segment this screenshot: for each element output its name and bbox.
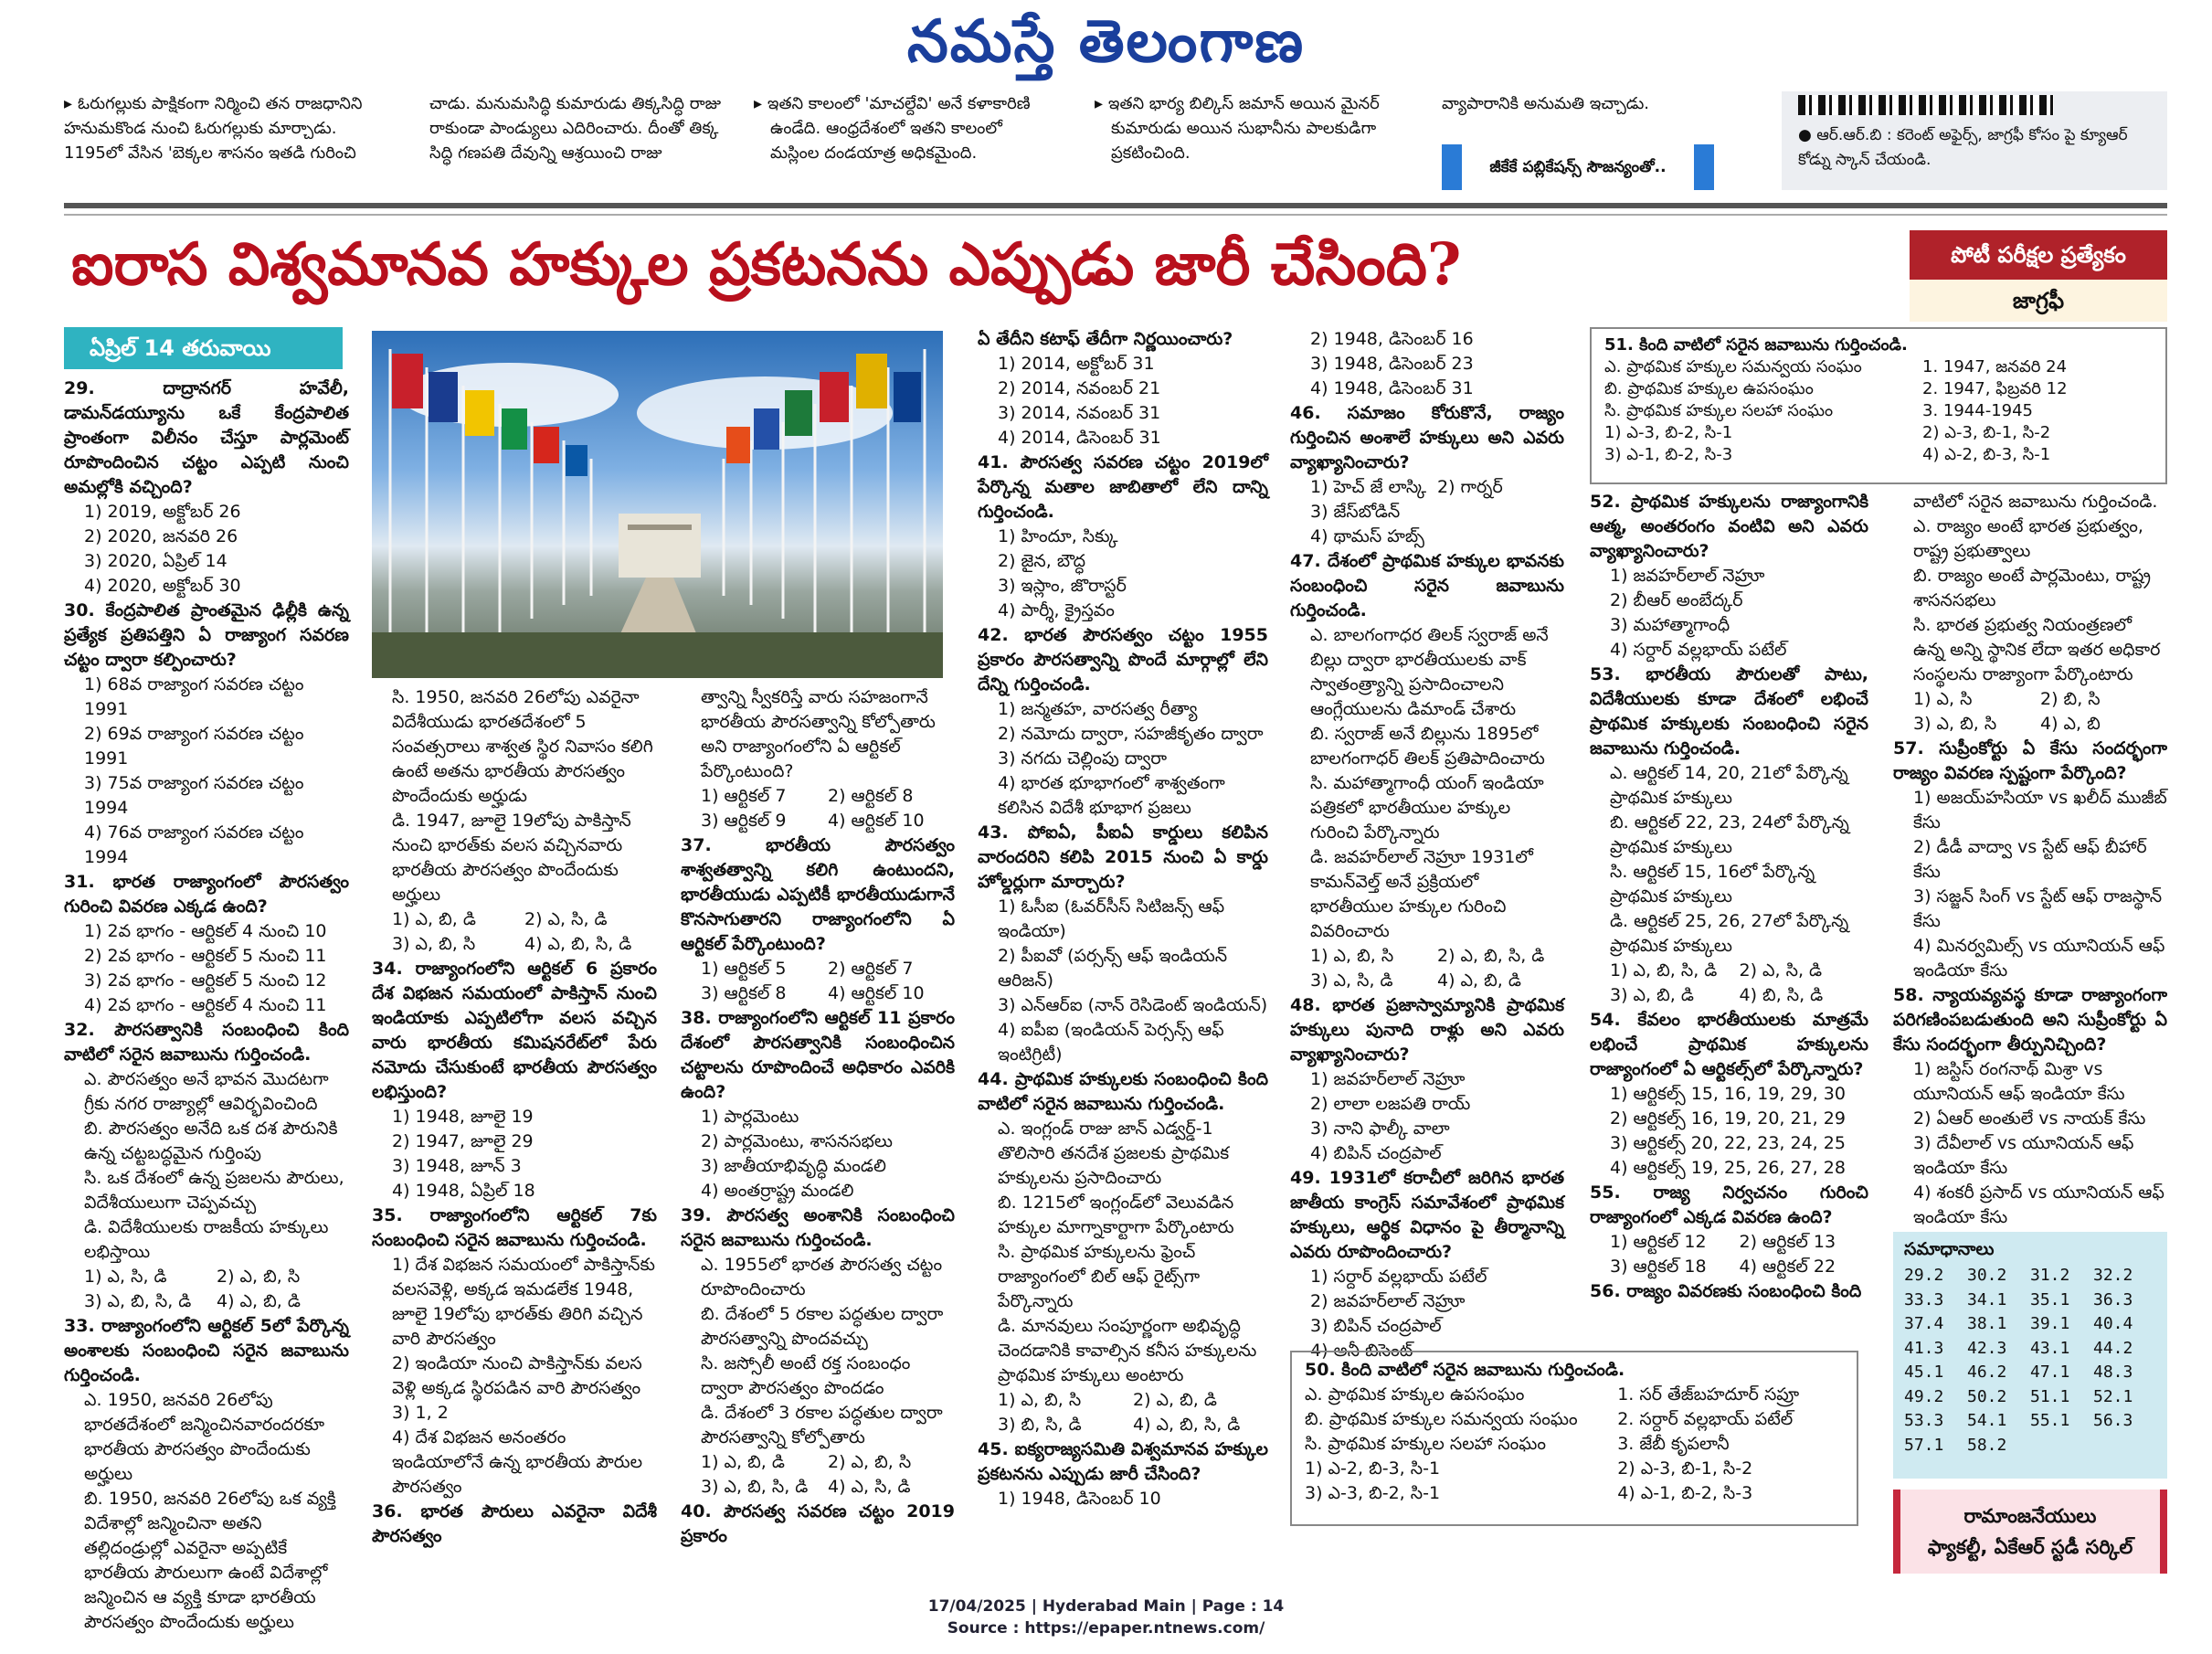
answer-item: 53.3: [1904, 1411, 1944, 1430]
answer-item: 48.3: [2093, 1362, 2133, 1382]
subject-tag: జాగ్రఫీ: [1910, 280, 2167, 322]
strip-column-3: ▸ ఇతని కాలంలో 'మాచల్దేవి' అనే కళాకారిణి ఉండేది. ఆంధ్రదేశంలో ఇతని కాలంలో మస్లింల దండయాత్ర అధికమైంది.: [754, 94, 1031, 163]
answer-item: 34.1: [1967, 1289, 2007, 1309]
answer-item: 50.2: [1967, 1386, 2007, 1406]
question-54: 54. కేవలం భారతీయులకు మాత్రమే లభించే ప్రాథమిక హక్కులను రాజ్యాంగంలో ఏ ఆర్టికల్స్‌లో పేర్కొన్నారు? 1) ఆర్టికల్స్ 15, 16, 19, 29, 30 2) ఆర్టికల్స్ 16, 19, 20, 21, 29 3) ఆర్టికల్స్ 20, 22, 23, 24, 25 4) ఆర్టికల్స్ 19, 25, 26, 27, 28: [1590, 1010, 1868, 1178]
answer-item: 46.2: [1967, 1362, 2007, 1382]
answer-item: 43.1: [2030, 1338, 2070, 1358]
answer-item: 35.1: [2030, 1289, 2070, 1309]
answer-item: 58.2: [1967, 1435, 2007, 1455]
masthead-logo: నమస్తే తెలంగాణ: [906, 7, 1306, 76]
strip-column-5: వ్యాపారానికి అనుమతి ఇచ్చాడు.: [1442, 94, 1650, 113]
answer-item: 55.1: [2030, 1411, 2070, 1430]
answer-item: 54.1: [1967, 1411, 2007, 1430]
answer-item: 33.3: [1904, 1289, 1944, 1309]
question-49: 49. 1931లో కరాచీలో జరిగిన భారత జాతీయ కాంగ్రెస్ సమావేశంలో ప్రాథమిక హక్కులు, ఆర్థిక విధానం పై తీర్మానాన్ని ఎవరు రూపొందించారు? 1) సర్దార్ వల్లభాయ్ పటేల్ 2) జవహర్‌లాల్ నెహ్రూ 3) బిపిన్ చంద్రపాల్ 4) అనీ బిసెంట్: [1290, 1168, 1564, 1361]
answer-item: 56.3: [2093, 1411, 2133, 1430]
question-31: 31. భారత రాజ్యాంగంలో పౌరసత్వం గురించి వివరణ ఎక్కడ ఉంది? 1) 2వ భాగం - ఆర్టికల్ 4 నుంచి 10 2) 2వ భాగం - ఆర్టికల్ 5 నుంచి 11 3) 2వ భాగం - ఆర్టికల్ 5 నుంచి 12 4) 2వ భాగం - ఆర్టికల్ 4 నుంచి 11: [64, 872, 349, 1015]
question-34: 34. రాజ్యాంగంలోని ఆర్టికల్ 6 ప్రకారం దేశ విభజన సమయంలో పాకిస్తాన్ నుంచి ఇండియాకు ఎప్పటిలోగా వలస వచ్చిన వారు భారతీయ కమిషనరేట్‌లో పేరు నమోదు చేసుకుంటే భారతీయ పౌరసత్వం లభిస్తుంది? 1) 1948, జూలై 19 2) 1947, జూలై 29 3) 1948, జూన్ 3 4) 1948, ఏప్రిల్ 18: [372, 959, 657, 1201]
answer-item: 31.2: [2030, 1266, 2070, 1285]
answer-item: 37.4: [1904, 1314, 1944, 1333]
courtesy-box: జీకేకే పబ్లికేషన్స్ సౌజన్యంతో..: [1442, 144, 1714, 190]
author-credit: [1893, 1490, 2167, 1574]
strip-column-2: చాడు. మనుమసిద్ధి కుమారుడు తిక్కసిద్ధి రాజు రాకుండా పాండ్యులు ఎదిరించారు. దీంతో తిక్క సిద్ధి గణపతి దేవున్ని ఆశ్రయించి రాజు: [429, 94, 722, 163]
page-headline: ఐరాస విశ్వమానవ హక్కుల ప్రకటనను ఎప్పుడు జారీ చేసింది?: [71, 230, 1462, 299]
bullet-icon: ▸: [64, 94, 73, 113]
question-33-continued: సి. 1950, జనవరి 26లోపు ఎవరైనా విదేశీయుడు భారతదేశంలో 5 సంవత్సరాలు శాశ్వత స్థిర నివాసం కలిగి ఉంటే అతను భారతీయ పౌరసత్వం పొందేందుకు అర్హుడు డి. 1947, జూలై 19లోపు పాకిస్తాన్ నుంచి భారత్‌కు వలస వచ్చినవారు భారతీయ పౌరసత్వం పొందేందుకు అర్హులు 1) ఎ, బి, డి 2) ఎ, సి, డి 3) ఎ, బి, సి 4) ఎ, బి, సి, డి: [392, 687, 653, 954]
column-1: [64, 376, 349, 1632]
question-29: 29. దాద్రానగర్ హవేలీ, డామన్‌డయ్యూను ఒకే కేంద్రపాలిత ప్రాంతంగా విలీనం చేస్తూ పార్లమెంట్ రూపొందించిన చట్టం ఎప్పటి నుంచి అమల్లోకి వచ్చింది? 1) 2019, అక్టోబర్ 26 2) 2020, జనవరి 26 3) 2020, ఏప్రిల్ 14 4) 2020, అక్టోబర్ 30: [64, 378, 349, 596]
question-47: 47. దేశంలో ప్రాథమిక హక్కుల భావనకు సంబంధించి సరైన జవాబును గుర్తించండి. ఎ. బాలగంగాధర తిలక్ స్వరాజ్ అనే బిల్లు ద్వారా భారతీయులకు వాక్ స్వాతంత్ర్యాన్ని ప్రసాదించాలని ఆంగ్లేయులను డిమాండ్ చేశారు బి. స్వరాజ్ అనే బిల్లును 1895లో బాలగంగాధర్ తిలక్ ప్రతిపాదించారు సి. మహాత్మాగాంధీ యంగ్ ఇండియా పత్రికలో భారతీయుల హక్కుల గురించి పేర్కొన్నారు డి. జవహర్‌లాల్ నెహ్రూ 1931లో కామన్‌వెల్త్ అనే ప్రక్రియలో భారతీయుల హక్కుల గురించి వివరించారు 1) ఎ, బి, సి 2) ఎ, బి, సి, డి 3) ఎ, సి, డి 4) ఎ, బి, డి: [1290, 551, 1564, 991]
question-32: 32. పౌరసత్వానికి సంబంధించి కింది వాటిలో సరైన జవాబును గుర్తించండి. ఎ. పౌరసత్వం అనే భావన మొదటగా గ్రీకు నగర రాజ్యాల్లో ఆవిర్భవించింది బి. పౌరసత్వం అనేది ఒక దశ పౌరునికి ఉన్న చట్టబద్ధమైన గుర్తింపు సి. ఒక దేశంలో ఉన్న ప్రజలను పౌరులు, విదేశీయులుగా చెప్పవచ్చు డి. విదేశీయులకు రాజకీయ హక్కులు లభిస్తాయి 1) ఎ, సి, డి 2) ఎ, బి, సి 3) ఎ, బి, సి, డి 4) ఎ, బి, డి: [64, 1020, 349, 1311]
bullet-icon: ▸: [1095, 94, 1104, 113]
section-banner: ఏప్రిల్ 14 తరువాయి: [64, 327, 343, 369]
column-5: [1290, 327, 1564, 1360]
qr-instruction: ● ఆర్.ఆర్.బి : కరెంట్ అఫైర్స్, జాగ్రఫీ కోసం పై క్యూఆర్ కోడ్ను స్కాన్ చేయండి.: [1798, 126, 2128, 169]
strip-column-1: ▸ ఓరుగల్లుకు పాక్షికంగా నిర్మించి తన రాజధానిని హనుమకొండ నుంచి ఓరుగల్లుకు మార్చాడు. 1195లో వేసిన 'బెక్కల శాసనం ఇతడి గురించి: [64, 94, 363, 163]
question-50-box: 50. కింది వాటిలో సరైన జవాబును గుర్తించండి. ఎ. ప్రాథమిక హక్కుల ఉపసంఘం 1. సర్ తేజ్‌బహదూర్ సప్రూ బి. ప్రాథమిక హక్కుల సమన్వయ సంఘం 2. సర్దార్ వల్లభాయ్ పటేల్ సి. ప్రాథమిక హక్కుల సలహా సంఘం 3. జేబీ కృపలానీ 1) ఎ-2, బి-3, సి-1 2) ఎ-3, బి-1, సి-2 3) ఎ-3, బి-2, సి-1 4) ఎ-1, బి-2, సి-3: [1290, 1351, 1858, 1526]
question-43: 43. పోఐఏ, పీఐఏ కార్డులు కలిపిన వారందరిని కలిపి 2015 నుంచి ఏ కార్డు హోల్డర్లుగా మార్చారు? 1) ఓసీఐ (ఓవర్‌సీస్ సిటిజన్స్ ఆఫ్ ఇండియా) 2) పీఐవో (పర్సన్స్ ఆఫ్ ఇండియన్ ఆరిజన్) 3) ఎన్ఆర్ఐ (నాన్ రెసిడెంట్ ఇండియన్) 4) ఐపీఐ (ఇండియన్ పెర్సన్స్ ఆఫ్ ఇంటిగ్రిటీ): [978, 822, 1268, 1065]
answer-item: 49.2: [1904, 1386, 1944, 1406]
question-41: 41. పౌరసత్వ సవరణ చట్టం 2019లో పేర్కొన్న మతాల జాబితాలో లేని దాన్ని గుర్తించండి. 1) హిందూ, సిక్కు 2) జైన, బౌద్ధ 3) ఇస్లాం, జొరాస్టర్ 4) పార్శీ, క్రైస్తవం: [978, 452, 1268, 620]
answer-item: 40.4: [2093, 1314, 2133, 1333]
question-58: 58. న్యాయవ్యవస్థ కూడా రాజ్యాంగంగా పరిగణింపబడుతుంది అని సుప్రీంకోర్టు ఏ కేసు సందర్భంగా తీర్పునిచ్చింది? 1) జస్టిస్ రంగనాథ్ మిశ్రా vs యూనియన్ ఆఫ్ ఇండియా కేసు 2) ఏఆర్ అంతులే vs నాయక్ కేసు 3) దేవీలాల్ vs యూనియన్ ఆఫ్ ఇండియా కేసు 4) శంకరీ ప్రసాద్ vs యూనియన్ ఆఫ్ ఇండియా కేసు: [1893, 985, 2167, 1227]
answer-item: 51.1: [2030, 1386, 2070, 1406]
question-39: 39. పౌరసత్వ అంశానికి సంబంధించి సరైన జవాబును గుర్తించండి. ఎ. 1955లో భారత పౌరసత్వ చట్టం రూపొందించారు బి. దేశంలో 5 రకాల పద్ధతుల ద్వారా పౌరసత్వాన్ని పొందవచ్చు సి. జస్సోలీ అంటే రక్త సంబంధం ద్వారా పౌరసత్వం పొందడం డి. దేశంలో 3 రకాల పద్ధతుల ద్వారా పౌరసత్వాన్ని కోల్పోతారు 1) ఎ, బి, డి 2) ఎ, బి, సి 3) ఎ, బి, సి, డి 4) ఎ, సి, డి: [681, 1205, 955, 1497]
question-38: 38. రాజ్యాంగంలోని ఆర్టికల్ 11 ప్రకారం దేశంలో పౌరసత్వానికి సంబంధించిన చట్టాలను రూపొందించే అధికారం ఎవరికి ఉంది? 1) పార్లమెంటు 2) పార్లమెంటు, శాసనసభలు 3) జాతీయాభివృద్ధి మండలి 4) అంతర్రాష్ట్ర మండలి: [681, 1008, 955, 1201]
question-46: 46. సమాజం కోరుకొనే, రాజ్యం గుర్తించిన అంశాలే హక్కులు అని ఎవరు వ్యాఖ్యానించారు? 1) హెచ్ జే లాస్కి 2) గార్నర్ 3) జేస్‌బోడిన్ 4) థామస్ హబ్స్: [1290, 403, 1564, 546]
column-7: [1893, 490, 2167, 1226]
question-56: 56. రాజ్యం వివరణకు సంబంధించి కింది: [1590, 1281, 1862, 1301]
footer-source-link[interactable]: Source : https://epaper.ntnews.com/: [947, 1619, 1265, 1638]
column-2: [372, 685, 657, 1546]
question-52: 52. ప్రాథమిక హక్కులను రాజ్యాంగానికి ఆత్మ, అంతరంగం వంటివి అని ఎవరు వ్యాఖ్యానించారు? 1) జవహర్‌లాల్ నెహ్రూ 2) బీఆర్ అంబేద్కర్ 3) మహాత్మాగాంధీ 4) సర్దార్ వల్లభాయ్ పటేల్: [1590, 492, 1868, 660]
question-45-continued: 2) 1948, డిసెంబర్ 16 3) 1948, డిసెంబర్ 23 4) 1948, డిసెంబర్ 31: [1310, 329, 1474, 398]
answer-item: 42.3: [1967, 1338, 2007, 1358]
question-44: 44. ప్రాథమిక హక్కులకు సంబంధించి కింది వాటిలో సరైన జవాబును గుర్తించండి. ఎ. ఇంగ్లండ్ రాజు జాన్ ఎడ్వర్డ్-1 తొలిసారి తనదేశ ప్రజలకు ప్రాథమిక హక్కులను ప్రసాదించారు బి. 1215లో ఇంగ్లండ్‌లో వెలువడిన హక్కుల మాగ్నాకార్టాగా పేర్కొంటారు సి. ప్రాథమిక హక్కులను ఫ్రెంచ్ రాజ్యాంగంలో బిల్ ఆఫ్ రైట్స్‌గా పేర్కొన్నారు డి. మానవులు సంపూర్ణంగా అభివృద్ధి చెందడానికి కావాల్సిన కనీస హక్కులను ప్రాథమిక హక్కులు అంటారు 1) ఎ, బి, సి 2) ఎ, బి, డి 3) బి, సి, డి 4) ఎ, బి, సి, డి: [978, 1069, 1268, 1435]
question-48: 48. భారత ప్రజాస్వామ్యానికి ప్రాథమిక హక్కులు పునాది రాళ్లు అని ఎవరు వ్యాఖ్యానించారు? 1) జవహర్‌లాల్ నెహ్రూ 2) లాలా లజపతి రాయ్ 3) నాని ఫాల్కీ వాలా 4) బిపిన్ చంద్రపాల్: [1290, 995, 1564, 1163]
qr-code-icon[interactable]: [1798, 95, 2054, 115]
answer-key-title: సమాధానాలు: [1904, 1239, 1995, 1259]
question-45: 45. ఐక్యరాజ్యసమితి విశ్వమానవ హక్కుల ప్రకటనను ఎప్పుడు జారీ చేసింది? 1) 1948, డిసెంబర్ 10: [978, 1439, 1268, 1509]
answer-item: 52.1: [2093, 1386, 2133, 1406]
answer-item: 38.1: [1967, 1314, 2007, 1333]
answer-item: 39.1: [2030, 1314, 2070, 1333]
special-tag: పోటీ పరీక్షల ప్రత్యేకం: [1910, 230, 2167, 280]
question-56-continued: వాటిలో సరైన జవాబును గుర్తించండి. ఎ. రాజ్యం అంటే భారత ప్రభుత్వం, రాష్ట్ర ప్రభుత్వాలు బి. రాజ్యం అంటే పార్లమెంటు, రాష్ట్ర శాసనసభలు సి. భారత ప్రభుత్వ నియంత్రణలో ఉన్న అన్ని స్థానిక లేదా ఇతర అధికార సంస్థలను రాజ్యాంగా పేర్కొంటారు 1) ఎ, సి 2) బి, సి 3) ఎ, బి, సి 4) ఎ, బి: [1913, 492, 2161, 734]
author-org: ఫ్యాకల్టీ, ఏకేఆర్ స్టడీ సర్కిల్: [1927, 1536, 2133, 1558]
question-36-continued: త్వాన్ని స్వీకరిస్తే వారు సహజంగానే భారతీయ పౌరసత్వాన్ని కోల్పోతారు అని రాజ్యాంగంలోని ఏ ఆర్టికల్ పేర్కొంటుంది? 1) ఆర్టికల్ 7 2) ఆర్టికల్ 8 3) ఆర్టికల్ 9 4) ఆర్టికల్ 10: [701, 687, 936, 831]
column-4: [978, 327, 1268, 1511]
question-51-box: 51. కింది వాటిలో సరైన జవాబును గుర్తించండి. ఎ. ప్రాథమిక హక్కుల సమన్వయ సంఘం 1. 1947, జనవరి 24 బి. ప్రాథమిక హక్కుల ఉపసంఘం 2. 1947, ఫిబ్రవరి 12 సి. ప్రాథమిక హక్కుల సలహా సంఘం 3. 1944-1945 1) ఎ-3, బి-2, సి-1 2) ఎ-3, బి-1, సి-2 3) ఎ-1, బి-2, సి-3 4) ఎ-2, బి-3, సి-1: [1590, 327, 2167, 484]
answer-item: 44.2: [2093, 1338, 2133, 1358]
question-40-continued: ఏ తేదీని కటాఫ్ తేదీగా నిర్ణయించారు? 1) 2014, అక్టోబర్ 31 2) 2014, నవంబర్ 21 3) 2014, నవంబర్ 31 4) 2014, డిసెంబర్ 31: [978, 329, 1233, 448]
question-30: 30. కేంద్రపాలిత ప్రాంతమైన ఢిల్లీకి ఉన్న ప్రత్యేక ప్రతిపత్తిని ఏ రాజ్యాంగ సవరణ చట్టం ద్వారా కల్పించారు? 1) 68వ రాజ్యాంగ సవరణ చట్టం 1991 2) 69వ రాజ్యాంగ సవరణ చట్టం 1991 3) 75వ రాజ్యాంగ సవరణ చట్టం 1994 4) 76వ రాజ్యాంగ సవరణ చట్టం 1994: [64, 600, 349, 867]
answer-item: 36.3: [2093, 1289, 2133, 1309]
answer-item: 29.2: [1904, 1266, 1944, 1285]
answer-key-grid: [1904, 1264, 2156, 1458]
question-57: 57. సుప్రీంకోర్టు ఏ కేసు సందర్భంగా రాజ్యం వివరణ స్పష్టంగా పేర్కొంది? 1) అజయ్‌హసియా vs ఖలీద్ ముజీబ్ కేసు 2) డీడీ వాద్వా vs స్టేట్ ఆఫ్ బీహార్ కేసు 3) సజ్జన్ సింగ్ vs స్టేట్ ఆఫ్ రాజస్థాన్ కేసు 4) మినర్వమిల్స్ vs యూనియన్ ఆఫ్ ఇండియా కేసు: [1893, 738, 2167, 981]
flags-illustration-icon: [372, 331, 943, 678]
footer-date: 17/04/2025 | Hyderabad Main | Page : 14: [927, 1597, 1285, 1616]
un-flags-photo: [372, 331, 943, 678]
author-name: రామాంజనేయులు: [1963, 1505, 2097, 1527]
question-36: 36. భారత పౌరులు ఎవరైనా విదేశీ పౌరసత్వం: [372, 1501, 657, 1546]
question-33: 33. రాజ్యాంగంలోని ఆర్టికల్ 5లో పేర్కొన్న అంశాలకు సంబంధించి సరైన జవాబును గుర్తించండి. ఎ. 1950, జనవరి 26లోపు భారతదేశంలో జన్మించినవారందరకూ భారతీయ పౌరసత్వం పొందేందుకు అర్హులు బి. 1950, జనవరి 26లోపు ఒక వ్యక్తి విదేశాల్లో జన్మించినా అతని తల్లిదండ్రుల్లో ఎవరైనా అప్పటికే భారతీయ పౌరులుగా ఉంటే విదేశాల్లో జన్మించిన ఆ వ్యక్తి కూడా భారతీయ పౌరసత్వం పొందేందుకు అర్హులు: [64, 1316, 349, 1632]
column-3: [681, 685, 955, 1546]
answer-item: 45.1: [1904, 1362, 1944, 1382]
question-37: 37. భారతీయ పౌరసత్వం శాశ్వతత్వాన్ని కలిగి ఉంటుందని, భారతీయుడు ఎప్పటికీ భారతీయుడుగానే కొనసాగుతారని రాజ్యాంగంలోని ఏ ఆర్టికల్ పేర్కొంటుంది? 1) ఆర్టికల్ 5 2) ఆర్టికల్ 7 3) ఆర్టికల్ 8 4) ఆర్టికల్ 10: [681, 835, 955, 1003]
question-35: 35. రాజ్యాంగంలోని ఆర్టికల్ 7కు సంబంధించి సరైన జవాబును గుర్తించండి. 1) దేశ విభజన సమయంలో పాకిస్తాన్‌కు వలసవెళ్లి, అక్కడ ఇమడలేక 1948, జూలై 19లోపు భారత్‌కు తిరిగి వచ్చిన వారి పౌరసత్వం 2) ఇండియా నుంచి పాకిస్తాన్‌కు వలస వెళ్లి అక్కడ స్థిరపడిన వారి పౌరసత్వం 3) 1, 2 4) దేశ విభజన అనంతరం ఇండియాలోనే ఉన్న భారతీయ పౌరుల పౌరసత్వం: [372, 1205, 657, 1497]
bullet-icon: ▸: [754, 94, 763, 113]
question-40: 40. పౌరసత్వ సవరణ చట్టం 2019 ప్రకారం: [681, 1501, 955, 1546]
answer-item: 32.2: [2093, 1266, 2133, 1285]
divider-rule: [64, 203, 2167, 208]
question-53: 53. భారతీయ పౌరులతో పాటు, విదేశీయులకు కూడా దేశంలో లభించే ప్రాథమిక హక్కులకు సంబంధించి సరైన జవాబును గుర్తించండి. ఎ. ఆర్టికల్ 14, 20, 21లో పేర్కొన్న ప్రాథమిక హక్కులు బి. ఆర్టికల్ 22, 23, 24లో పేర్కొన్న ప్రాథమిక హక్కులు సి. ఆర్టికల్ 15, 16లో పేర్కొన్న ప్రాథమిక హక్కులు డి. ఆర్టికల్ 25, 26, 27లో పేర్కొన్న ప్రాథమిక హక్కులు 1) ఎ, బి, సి, డి 2) ఎ, సి, డి 3) ఎ, బి, డి 4) బి, సి, డి: [1590, 664, 1868, 1005]
question-55: 55. రాజ్య నిర్వచనం గురించి రాజ్యాంగంలో ఎక్కడ వివరణ ఉంది? 1) ఆర్టికల్ 12 2) ఆర్టికల్ 13 3) ఆర్టికల్ 18 4) ఆర్టికల్ 22: [1590, 1182, 1868, 1277]
answer-item: 57.1: [1904, 1435, 1944, 1455]
column-6: [1590, 490, 1868, 1345]
strip-column-4: ▸ ఇతని భార్య బిల్కిస్ జమాన్ అయిన మైనర్ కుమారుడు అయిన సుభానీను పాలకుడిగా ప్రకటించింది.: [1095, 94, 1380, 163]
answer-item: 30.2: [1967, 1266, 2007, 1285]
answer-key-box: [1893, 1232, 2167, 1479]
answer-item: 41.3: [1904, 1338, 1944, 1358]
question-42: 42. భారత పౌరసత్వం చట్టం 1955 ప్రకారం పౌరసత్వాన్ని పొందే మార్గాల్లో లేని దేన్ని గుర్తించండి. 1) జన్మతహ, వారసత్వ రీత్యా 2) నమోదు ద్వారా, సహజీకృతం ద్వారా 3) నగదు చెల్లింపు ద్వారా 4) భారత భూభాగంలో శాశ్వతంగా కలిసిన విదేశీ భూభాగ ప్రజలు: [978, 625, 1268, 818]
divider-rule-thin: [64, 214, 2167, 216]
answer-item: 47.1: [2030, 1362, 2070, 1382]
qr-info-box: [1782, 91, 2167, 190]
